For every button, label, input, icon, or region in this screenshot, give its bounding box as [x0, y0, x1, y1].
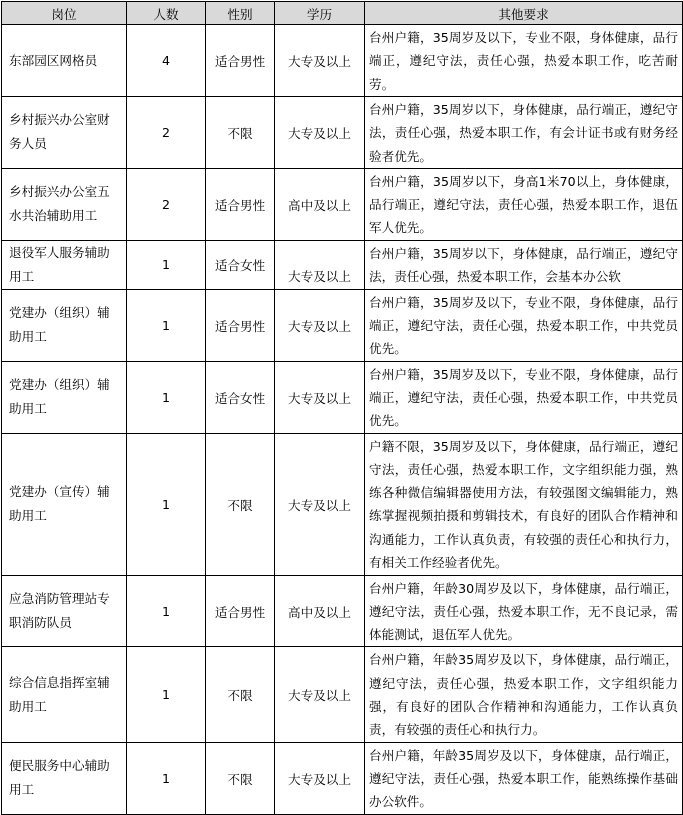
cell-gender: 适合男性: [206, 25, 275, 97]
table-row: [2, 97, 683, 169]
table-header-row: [2, 2, 683, 25]
cell-count: 2: [127, 168, 206, 240]
table-row: [2, 168, 683, 240]
header-post: 岗位: [2, 2, 127, 25]
cell-education: 大专及以上: [275, 647, 365, 742]
cell-requirements: 台州户籍，35周岁及以下，专业不限，身体健康，品行端正，遵纪守法，责任心强，热爱本职工作，吃苦耐劳。: [365, 25, 683, 97]
cell-gender: 不限: [206, 97, 275, 169]
cell-gender: 适合女性: [206, 240, 275, 289]
cell-education: 大专及以上: [275, 433, 365, 575]
cell-gender: 不限: [206, 647, 275, 742]
cell-education: 大专及以上: [275, 361, 365, 433]
cell-count: 1: [127, 433, 206, 575]
recruitment-table: [1, 1, 683, 815]
header-requirements: 其他要求: [365, 2, 683, 25]
cell-count: 1: [127, 361, 206, 433]
header-count: 人数: [127, 2, 206, 25]
cell-requirements: 台州户籍，35周岁及以下，专业不限，身体健康，品行端正，遵纪守法，责任心强，热爱本职工作，中共党员优先。: [365, 289, 683, 361]
table-row: [2, 647, 683, 742]
cell-count: 1: [127, 742, 206, 814]
cell-post: 应急消防管理站专职消防队员: [2, 575, 127, 647]
cell-requirements: 台州户籍，35周岁以下，身体健康，品行端正，遵纪守法，责任心强，热爱本职工作，会基本办公软: [365, 240, 683, 289]
table-row: [2, 289, 683, 361]
cell-gender: 适合女性: [206, 361, 275, 433]
cell-count: 2: [127, 97, 206, 169]
table-row: [2, 575, 683, 647]
cell-count: 1: [127, 647, 206, 742]
cell-gender: 适合男性: [206, 575, 275, 647]
table-row: [2, 742, 683, 814]
cell-education: 大专及以上: [275, 97, 365, 169]
cell-requirements: 台州户籍，年龄30周岁及以下，身体健康，品行端正，遵纪守法，责任心强，热爱本职工作，无不良记录，需体能测试，退伍军人优先。: [365, 575, 683, 647]
cell-education: 大专及以上: [275, 25, 365, 97]
cell-count: 1: [127, 289, 206, 361]
cell-post: 乡村振兴办公室五水共治辅助用工: [2, 168, 127, 240]
cell-gender: 不限: [206, 742, 275, 814]
cell-education: 高中及以上: [275, 575, 365, 647]
cell-post: 党建办（组织）辅助用工: [2, 289, 127, 361]
cell-requirements: 台州户籍，年龄35周岁及以下，身体健康，品行端正，遵纪守法，责任心强，热爱本职工作，能熟练操作基础办公软件。: [365, 742, 683, 814]
cell-requirements: 台州户籍，35周岁及以下，专业不限，身体健康，品行端正，遵纪守法，责任心强，热爱本职工作，中共党员优先。: [365, 361, 683, 433]
table-row: [2, 25, 683, 97]
cell-education: 大专及以上: [275, 742, 365, 814]
cell-count: 1: [127, 240, 206, 289]
cell-post: 党建办（组织）辅助用工: [2, 361, 127, 433]
table-row: [2, 361, 683, 433]
cell-education: 大专及以上: [275, 289, 365, 361]
header-education: 学历: [275, 2, 365, 25]
cell-post: 党建办（宣传）辅助用工: [2, 433, 127, 575]
cell-gender: 适合男性: [206, 289, 275, 361]
cell-post: 乡村振兴办公室财务人员: [2, 97, 127, 169]
cell-gender: 不限: [206, 433, 275, 575]
cell-post: 东部园区网格员: [2, 25, 127, 97]
cell-requirements: 台州户籍，年龄35周岁及以下，身体健康，品行端正，遵纪守法，责任心强，热爱本职工作，文字组织能力强，有良好的团队合作精神和沟通能力，工作认真负责，有较强的责任心和执行力。: [365, 647, 683, 742]
table-row: [2, 433, 683, 575]
header-gender: 性别: [206, 2, 275, 25]
cell-count: 1: [127, 575, 206, 647]
cell-requirements: 台州户籍，35周岁以下，身高1米70以上，身体健康，品行端正，遵纪守法，责任心强，热爱本职工作，退伍军人优先。: [365, 168, 683, 240]
table-row: [2, 240, 683, 289]
cell-requirements: 台州户籍，35周岁以下，身体健康，品行端正，遵纪守法，责任心强，热爱本职工作，有会计证书或有财务经验者优先。: [365, 97, 683, 169]
cell-education: 高中及以上: [275, 168, 365, 240]
cell-post: 综合信息指挥室辅助用工: [2, 647, 127, 742]
cell-post: 便民服务中心辅助用工: [2, 742, 127, 814]
cell-post: 退役军人服务辅助用工: [2, 240, 127, 289]
cell-education: 大专及以上: [275, 240, 365, 289]
cell-gender: 适合男性: [206, 168, 275, 240]
cell-count: 4: [127, 25, 206, 97]
cell-requirements: 户籍不限，35周岁及以下，身体健康，品行端正，遵纪守法，责任心强，热爱本职工作，文字组织能力强，熟练各种微信编辑器使用方法，有较强图文编辑能力，熟练掌握视频拍摄和剪辑技术，有良好的团队合作精神和沟通能力，工作认真负责，有较强的责任心和执行力，有相关工作经验者优先。: [365, 433, 683, 575]
